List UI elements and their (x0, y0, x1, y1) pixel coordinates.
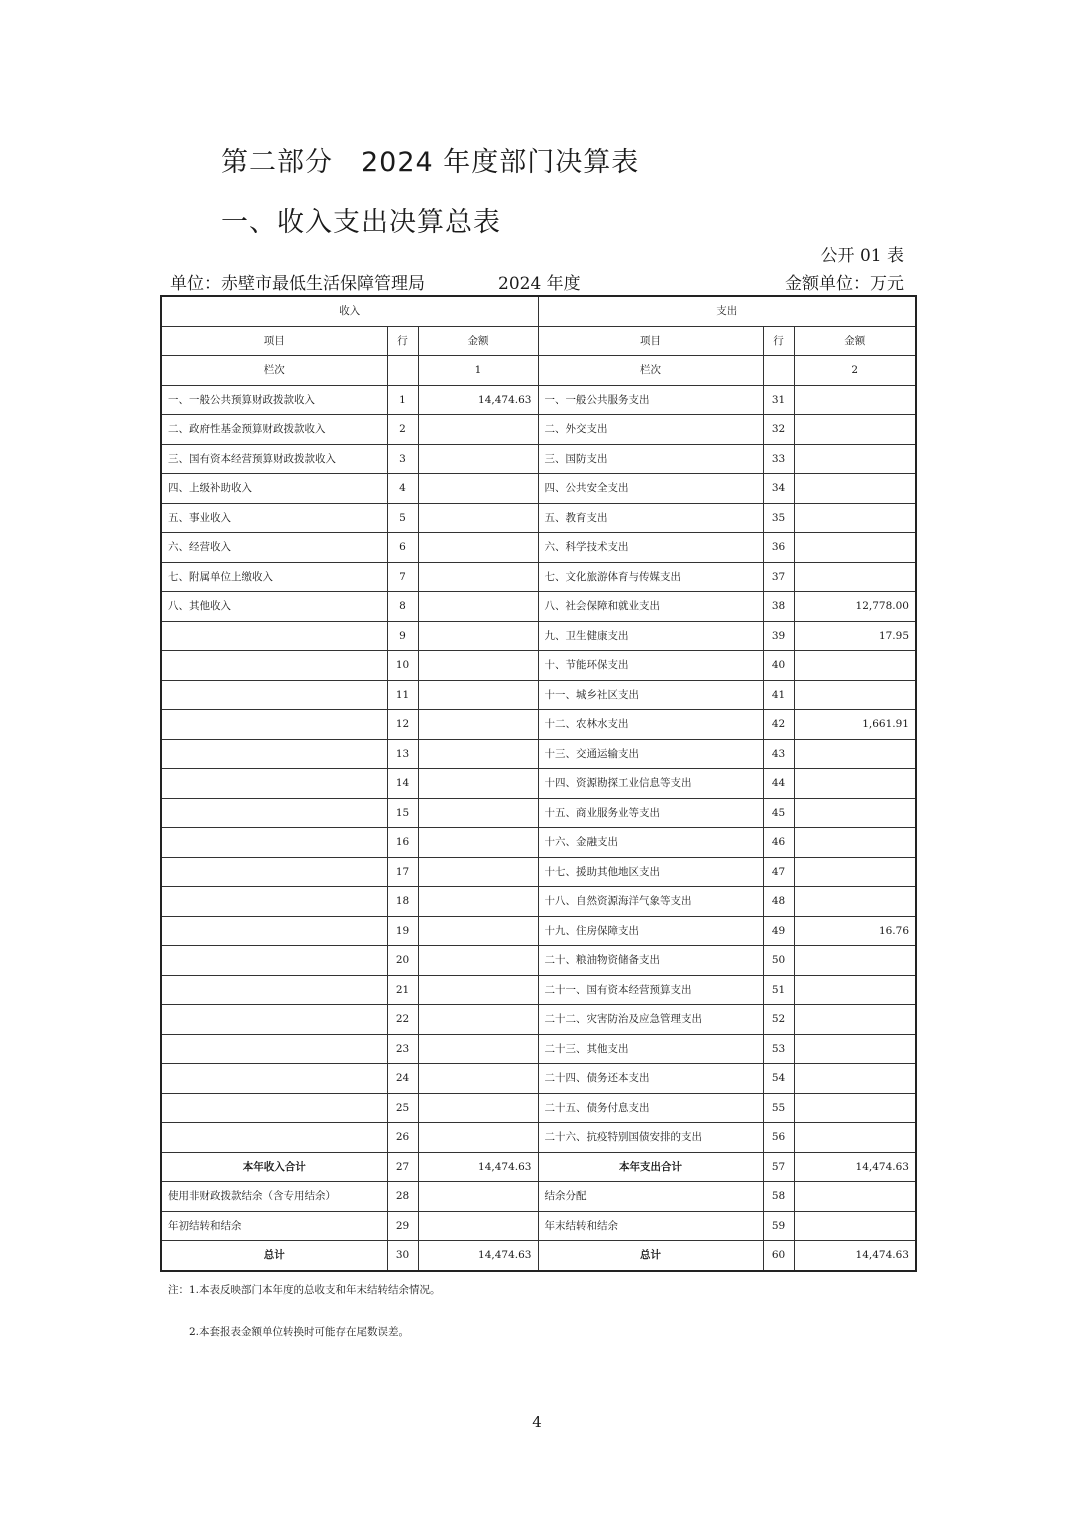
table-row (161, 651, 916, 681)
table-row (161, 1064, 916, 1094)
income-amount-cell (418, 828, 538, 858)
income-item-cell: 八、其他收入 (161, 592, 387, 622)
table-row (161, 1182, 916, 1212)
table-row (161, 887, 916, 917)
table-meta (170, 269, 904, 293)
expense-item-cell: 六、科学技术支出 (538, 533, 763, 563)
expense-amount-cell (794, 1064, 916, 1094)
income-row-number-cell: 22 (387, 1005, 418, 1035)
expense-amount-cell: 14,474.63 (794, 1152, 916, 1182)
expense-item-cell: 十、节能环保支出 (538, 651, 763, 681)
expense-row-number-cell: 40 (763, 651, 794, 681)
expense-item-cell: 二十三、其他支出 (538, 1034, 763, 1064)
expense-item-cell: 二十四、债务还本支出 (538, 1064, 763, 1094)
expense-amount-cell (794, 1034, 916, 1064)
table-row (161, 798, 916, 828)
income-section-header: 收入 (161, 296, 538, 326)
income-amount-cell (418, 415, 538, 445)
expense-row-number-cell: 31 (763, 385, 794, 415)
table-row (161, 533, 916, 563)
income-amount-cell (418, 769, 538, 799)
income-amount-cell (418, 562, 538, 592)
income-item-cell (161, 1064, 387, 1094)
income-amount-cell (418, 916, 538, 946)
table-title: 一、收入支出决算总表 (221, 207, 501, 238)
expense-amount-cell (794, 1093, 916, 1123)
income-row-number-cell: 16 (387, 828, 418, 858)
expense-item-cell: 十七、援助其他地区支出 (538, 857, 763, 887)
income-item-cell: 五、事业收入 (161, 503, 387, 533)
expense-item-cell: 八、社会保障和就业支出 (538, 592, 763, 622)
table-row (161, 1152, 916, 1182)
income-amount-cell (418, 887, 538, 917)
expense-row-header: 行 (763, 326, 794, 356)
section-header-row (161, 296, 916, 326)
expense-row-number-cell: 33 (763, 444, 794, 474)
expense-row-number-cell: 46 (763, 828, 794, 858)
expense-amount-cell (794, 798, 916, 828)
expense-row-number-cell: 44 (763, 769, 794, 799)
income-amount-cell (418, 739, 538, 769)
table-row (161, 1123, 916, 1153)
expense-amount-cell: 14,474.63 (794, 1241, 916, 1271)
income-row-number-cell: 13 (387, 739, 418, 769)
expense-item-cell: 十二、农林水支出 (538, 710, 763, 740)
table-row (161, 621, 916, 651)
table-row (161, 1034, 916, 1064)
expense-row-number-cell: 56 (763, 1123, 794, 1153)
income-amount-cell (418, 975, 538, 1005)
expense-item-cell: 七、文化旅游体育与传媒支出 (538, 562, 763, 592)
income-item-cell (161, 916, 387, 946)
income-item-cell (161, 680, 387, 710)
income-row-number-cell: 1 (387, 385, 418, 415)
expense-item-cell: 十九、住房保障支出 (538, 916, 763, 946)
income-item-cell (161, 1034, 387, 1064)
column-header-row (161, 326, 916, 356)
table-row (161, 975, 916, 1005)
table-row (161, 415, 916, 445)
expense-amount-cell: 1,661.91 (794, 710, 916, 740)
income-amount-cell (418, 533, 538, 563)
expense-amount-header: 金额 (794, 326, 916, 356)
table-row (161, 946, 916, 976)
table-row (161, 592, 916, 622)
income-amount-cell (418, 1182, 538, 1212)
income-row-number-cell: 12 (387, 710, 418, 740)
expense-item-cell: 五、教育支出 (538, 503, 763, 533)
income-amount-cell: 14,474.63 (418, 385, 538, 415)
income-amount-cell (418, 857, 538, 887)
expense-amount-cell (794, 562, 916, 592)
income-amount-cell (418, 1005, 538, 1035)
table-row (161, 916, 916, 946)
expense-row-number-cell: 36 (763, 533, 794, 563)
income-item-header: 项目 (161, 326, 387, 356)
expense-row-number-cell: 55 (763, 1093, 794, 1123)
table-row (161, 444, 916, 474)
income-amount-cell (418, 474, 538, 504)
expense-item-cell: 结余分配 (538, 1182, 763, 1212)
expense-row-number-cell: 51 (763, 975, 794, 1005)
expense-item-cell: 二十一、国有资本经营预算支出 (538, 975, 763, 1005)
income-item-cell: 本年收入合计 (161, 1152, 387, 1182)
expense-amount-cell (794, 444, 916, 474)
table-row (161, 857, 916, 887)
expense-row-number-cell: 39 (763, 621, 794, 651)
income-amount-cell (418, 651, 538, 681)
expense-row-number-cell: 47 (763, 857, 794, 887)
table-row (161, 1211, 916, 1241)
table-row (161, 769, 916, 799)
income-row-number-cell: 11 (387, 680, 418, 710)
income-item-cell: 一、一般公共预算财政拨款收入 (161, 385, 387, 415)
expense-row-number-cell: 49 (763, 916, 794, 946)
expense-row-number-cell: 60 (763, 1241, 794, 1271)
expense-amount-cell: 17.95 (794, 621, 916, 651)
income-item-cell (161, 1123, 387, 1153)
expense-item-cell: 三、国防支出 (538, 444, 763, 474)
expense-amount-cell (794, 474, 916, 504)
note-1: 注：1.本表反映部门本年度的总收支和年末结转结余情况。 (168, 1284, 441, 1296)
expense-row-number-cell: 52 (763, 1005, 794, 1035)
expense-row-number-cell: 42 (763, 710, 794, 740)
income-amount-cell (418, 1034, 538, 1064)
income-amount-cell (418, 1211, 538, 1241)
income-amount-cell (418, 503, 538, 533)
expense-row-number-cell: 50 (763, 946, 794, 976)
income-row-number-cell: 25 (387, 1093, 418, 1123)
income-row-number-cell: 4 (387, 474, 418, 504)
income-item-cell (161, 1005, 387, 1035)
income-item-cell (161, 621, 387, 651)
income-item-cell (161, 975, 387, 1005)
expense-seq-label: 栏次 (538, 356, 763, 386)
income-row-number-cell: 28 (387, 1182, 418, 1212)
expense-row-number-cell: 37 (763, 562, 794, 592)
expense-amount-cell (794, 739, 916, 769)
income-item-cell: 七、附属单位上缴收入 (161, 562, 387, 592)
expense-section-header: 支出 (538, 296, 916, 326)
money-unit-label: 金额单位：万元 (785, 274, 904, 294)
income-amount-cell (418, 1123, 538, 1153)
expense-amount-cell (794, 1005, 916, 1035)
table-row (161, 739, 916, 769)
expense-item-cell: 年末结转和结余 (538, 1211, 763, 1241)
table-row (161, 503, 916, 533)
expense-item-cell: 一、一般公共服务支出 (538, 385, 763, 415)
income-item-cell: 四、上级补助收入 (161, 474, 387, 504)
income-item-cell (161, 1093, 387, 1123)
income-item-cell (161, 946, 387, 976)
income-row-number-cell: 2 (387, 415, 418, 445)
income-item-cell (161, 710, 387, 740)
expense-item-cell: 四、公共安全支出 (538, 474, 763, 504)
income-item-cell: 二、政府性基金预算财政拨款收入 (161, 415, 387, 445)
income-row-header: 行 (387, 326, 418, 356)
income-row-number-cell: 15 (387, 798, 418, 828)
expense-item-cell: 十一、城乡社区支出 (538, 680, 763, 710)
expense-amount-cell (794, 385, 916, 415)
income-expense-table (160, 295, 917, 1272)
income-row-number-cell: 5 (387, 503, 418, 533)
expense-item-header: 项目 (538, 326, 763, 356)
income-seq-empty (387, 356, 418, 386)
income-row-number-cell: 10 (387, 651, 418, 681)
expense-item-cell: 二十五、债务付息支出 (538, 1093, 763, 1123)
income-item-cell: 使用非财政拨款结余（含专用结余） (161, 1182, 387, 1212)
expense-amount-cell (794, 828, 916, 858)
income-amount-cell (418, 621, 538, 651)
income-amount-cell (418, 1093, 538, 1123)
expense-item-cell: 总计 (538, 1241, 763, 1271)
income-item-cell (161, 887, 387, 917)
income-row-number-cell: 14 (387, 769, 418, 799)
expense-item-cell: 十三、交通运输支出 (538, 739, 763, 769)
income-row-number-cell: 8 (387, 592, 418, 622)
year-label: 2024 年度 (498, 274, 581, 294)
note-2: 2.本套报表金额单位转换时可能存在尾数误差。 (189, 1326, 410, 1338)
income-row-number-cell: 9 (387, 621, 418, 651)
income-item-cell (161, 828, 387, 858)
table-row (161, 385, 916, 415)
sequence-row (161, 356, 916, 386)
income-row-number-cell: 7 (387, 562, 418, 592)
page-number: 4 (532, 1413, 542, 1431)
income-amount-cell (418, 592, 538, 622)
expense-seq-empty (763, 356, 794, 386)
income-row-number-cell: 21 (387, 975, 418, 1005)
expense-row-number-cell: 34 (763, 474, 794, 504)
expense-amount-cell (794, 680, 916, 710)
expense-item-cell: 九、卫生健康支出 (538, 621, 763, 651)
unit-label: 单位：赤壁市最低生活保障管理局 (170, 274, 425, 294)
expense-row-number-cell: 35 (763, 503, 794, 533)
expense-item-cell: 十四、资源勘探工业信息等支出 (538, 769, 763, 799)
expense-row-number-cell: 59 (763, 1211, 794, 1241)
expense-row-number-cell: 38 (763, 592, 794, 622)
expense-amount-cell (794, 946, 916, 976)
income-row-number-cell: 6 (387, 533, 418, 563)
expense-amount-cell (794, 887, 916, 917)
income-row-number-cell: 3 (387, 444, 418, 474)
income-amount-cell (418, 680, 538, 710)
expense-row-number-cell: 54 (763, 1064, 794, 1094)
expense-amount-cell (794, 651, 916, 681)
table-row (161, 1093, 916, 1123)
expense-amount-cell (794, 857, 916, 887)
expense-amount-cell: 12,778.00 (794, 592, 916, 622)
income-row-number-cell: 20 (387, 946, 418, 976)
expense-amount-cell: 16.76 (794, 916, 916, 946)
expense-item-cell: 十六、金融支出 (538, 828, 763, 858)
expense-item-cell: 二十二、灾害防治及应急管理支出 (538, 1005, 763, 1035)
income-row-number-cell: 18 (387, 887, 418, 917)
income-row-number-cell: 30 (387, 1241, 418, 1271)
expense-item-cell: 十八、自然资源海洋气象等支出 (538, 887, 763, 917)
expense-amount-cell (794, 975, 916, 1005)
part-heading: 第二部分 2024 年度部门决算表 (221, 147, 640, 178)
expense-item-cell: 二十、粮油物资储备支出 (538, 946, 763, 976)
expense-amount-cell (794, 1123, 916, 1153)
income-item-cell (161, 769, 387, 799)
expense-item-cell: 十五、商业服务业等支出 (538, 798, 763, 828)
income-item-cell: 总计 (161, 1241, 387, 1271)
expense-row-number-cell: 43 (763, 739, 794, 769)
income-row-number-cell: 23 (387, 1034, 418, 1064)
expense-amount-cell (794, 533, 916, 563)
income-row-number-cell: 26 (387, 1123, 418, 1153)
income-item-cell (161, 857, 387, 887)
income-seq-label: 栏次 (161, 356, 387, 386)
expense-item-cell: 二十六、抗疫特别国债安排的支出 (538, 1123, 763, 1153)
income-row-number-cell: 24 (387, 1064, 418, 1094)
expense-amount-cell (794, 503, 916, 533)
expense-row-number-cell: 41 (763, 680, 794, 710)
income-item-cell (161, 798, 387, 828)
table-row (161, 828, 916, 858)
expense-amount-cell (794, 769, 916, 799)
table-row (161, 710, 916, 740)
expense-item-cell: 本年支出合计 (538, 1152, 763, 1182)
expense-row-number-cell: 58 (763, 1182, 794, 1212)
table-row (161, 562, 916, 592)
income-row-number-cell: 27 (387, 1152, 418, 1182)
income-amount-cell: 14,474.63 (418, 1152, 538, 1182)
income-amount-cell (418, 710, 538, 740)
income-amount-cell (418, 1064, 538, 1094)
table-row (161, 680, 916, 710)
table-notes (168, 1282, 441, 1339)
expense-row-number-cell: 48 (763, 887, 794, 917)
expense-amount-cell (794, 1182, 916, 1212)
income-amount-cell: 14,474.63 (418, 1241, 538, 1271)
expense-item-cell: 二、外交支出 (538, 415, 763, 445)
expense-row-number-cell: 53 (763, 1034, 794, 1064)
income-item-cell: 三、国有资本经营预算财政拨款收入 (161, 444, 387, 474)
income-item-cell: 年初结转和结余 (161, 1211, 387, 1241)
income-amount-cell (418, 444, 538, 474)
table-row (161, 1241, 916, 1271)
form-number: 公开 01 表 (820, 246, 904, 266)
expense-row-number-cell: 32 (763, 415, 794, 445)
expense-amount-cell (794, 415, 916, 445)
income-item-cell (161, 651, 387, 681)
income-item-cell (161, 739, 387, 769)
income-amount-cell (418, 798, 538, 828)
income-amount-header: 金额 (418, 326, 538, 356)
expense-seq-number: 2 (794, 356, 916, 386)
expense-amount-cell (794, 1211, 916, 1241)
expense-row-number-cell: 45 (763, 798, 794, 828)
income-row-number-cell: 17 (387, 857, 418, 887)
table-row (161, 474, 916, 504)
income-row-number-cell: 19 (387, 916, 418, 946)
table-row (161, 1005, 916, 1035)
income-amount-cell (418, 946, 538, 976)
income-seq-number: 1 (418, 356, 538, 386)
income-item-cell: 六、经营收入 (161, 533, 387, 563)
expense-row-number-cell: 57 (763, 1152, 794, 1182)
income-row-number-cell: 29 (387, 1211, 418, 1241)
